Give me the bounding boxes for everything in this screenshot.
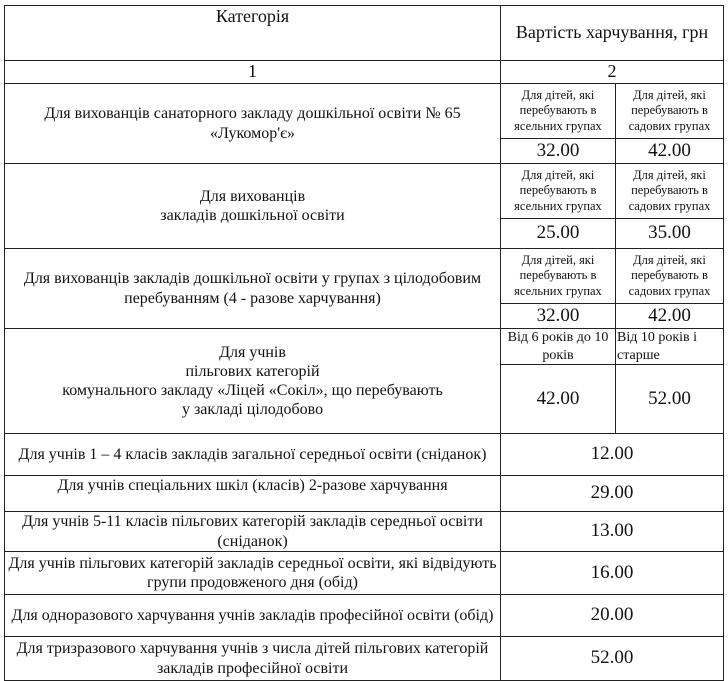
value-cell: 13.00 [501,512,724,552]
category-line: Для вихованців [199,187,306,205]
category-cell: Для вихованців закладів дошкільної освіти у групах з цілодобовим перебуванням (4 - разове харчування) [5,249,501,329]
value-cell: 29.00 [501,476,724,512]
subcategory-cell: Для дітей, які перебувають в ясельних групах [501,249,616,304]
column-number-1: 1 [5,61,501,84]
subcategory-cell: Від 10 років і старше [616,329,724,365]
header-category: Категорія [5,6,501,61]
subcategory-cell: Від 6 років до 10 років [501,329,616,365]
category-cell: Для учнів пільгових категорій закладів середньої освіти, які відвідують групи продовженого дня (обід) [5,552,501,595]
column-number-2: 2 [501,61,724,84]
category-line: пільгових категорій [185,362,320,380]
value-cell: 20.00 [501,595,724,637]
category-line: закладів дошкільної освіти [160,207,345,224]
value-cell: 52.00 [501,637,724,681]
subcategory-cell: Для дітей, які перебувають в садових групах [616,84,724,139]
value-cell: 12.00 [501,434,724,476]
category-cell: Для вихованців санаторного закладу дошкільної освіти № 65 «Лукомор'є» [5,84,501,164]
value-cell: 52.00 [616,365,724,434]
category-cell: Для учнів 1 – 4 класів закладів загальної середньої освіти (сніданок) [5,434,501,476]
category-line: Для учнів [219,343,286,361]
category-cell [5,164,501,249]
value-cell: 16.00 [501,552,724,595]
category-cell: Для учнів 5-11 класів пільгових категорій закладів середньої освіти (сніданок) [5,512,501,552]
value-cell: 42.00 [616,139,724,164]
subcategory-cell: Для дітей, які перебувають в садових групах [616,164,724,219]
category-line: комунального закладу «Ліцей «Сокіл», що перебувають [62,382,443,399]
meal-cost-table [4,5,724,681]
category-cell: Для одноразового харчування учнів закладів професійної освіти (обід) [5,595,501,637]
header-cost: Вартість харчування, грн [501,6,724,61]
category-line: у закладі цілодобово [181,401,324,419]
subcategory-cell: Для дітей, які перебувають в ясельних групах [501,84,616,139]
category-cell: Для тризразового харчування учнів з числа дітей пільгових категорій закладів професійної освіти [5,637,501,681]
category-cell [5,329,501,434]
value-cell: 42.00 [616,304,724,329]
category-cell: Для учнів спеціальних шкіл (класів) 2-разове харчування [5,476,501,512]
value-cell: 42.00 [501,365,616,434]
value-cell: 25.00 [501,219,616,249]
subcategory-cell: Для дітей, які перебувають в садових групах [616,249,724,304]
value-cell: 32.00 [501,304,616,329]
value-cell: 35.00 [616,219,724,249]
subcategory-cell: Для дітей, які перебувають в ясельних групах [501,164,616,219]
value-cell: 32.00 [501,139,616,164]
